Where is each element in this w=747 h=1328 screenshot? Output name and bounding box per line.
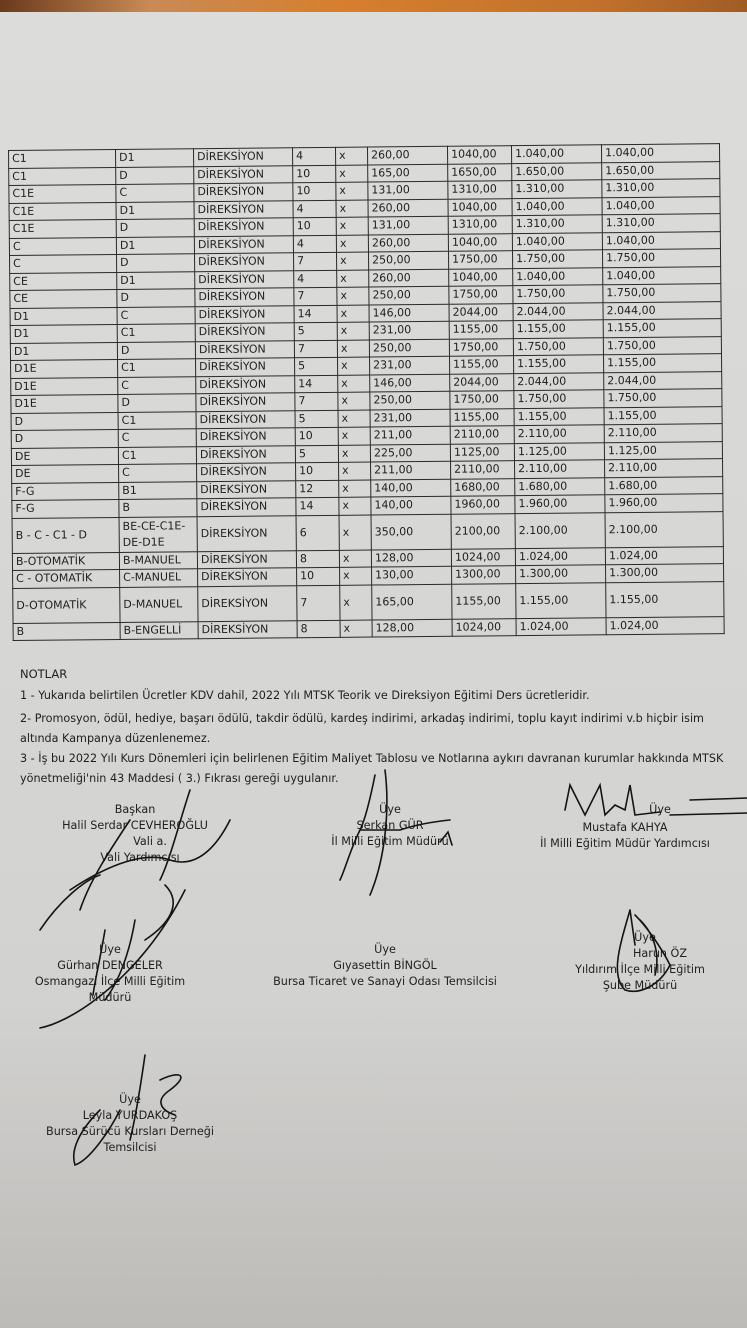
lesson-count-cell: 5 — [295, 410, 338, 428]
lesson-type-cell: DİREKSİYON — [197, 498, 296, 516]
target-class-cell: D1 — [116, 236, 194, 254]
fee-cell: 1.040,00 — [513, 267, 603, 285]
signatory-line: Şube Müdürü — [602, 979, 678, 992]
total-price-cell: 2100,00 — [451, 513, 515, 549]
lesson-count-cell: 7 — [297, 585, 340, 620]
multiply-sign-cell: x — [338, 375, 370, 393]
signatory-line: Yıldırım İlçe Milli Eğitim — [575, 963, 705, 976]
signature-gelir — [35, 880, 195, 1030]
lesson-count-cell: 10 — [297, 567, 340, 585]
unit-price-cell: 130,00 — [372, 566, 452, 584]
final-fee-cell: 2.110,00 — [604, 424, 722, 443]
from-class-cell: DE — [12, 464, 119, 483]
fee-cell: 2.044,00 — [514, 372, 604, 390]
multiply-sign-cell: x — [337, 270, 369, 288]
fee-cell: 2.110,00 — [515, 460, 605, 478]
final-fee-cell: 1.750,00 — [603, 284, 721, 303]
from-class-cell: C — [9, 237, 116, 256]
lesson-type-cell: DİREKSİYON — [198, 585, 297, 621]
from-class-cell: F-G — [12, 482, 119, 501]
final-fee-cell: 1.040,00 — [603, 266, 721, 285]
total-price-cell: 1300,00 — [452, 566, 516, 584]
total-price-cell: 1155,00 — [450, 356, 514, 374]
total-price-cell: 1310,00 — [448, 216, 512, 234]
multiply-sign-cell: x — [336, 217, 368, 235]
fee-cell: 1.960,00 — [515, 495, 605, 513]
lesson-count-cell: 14 — [296, 497, 339, 515]
signatory-role: Başkan — [114, 803, 156, 816]
unit-price-cell: 260,00 — [369, 269, 449, 287]
signatory-role: Üye — [119, 1093, 141, 1106]
from-class-cell: D1 — [10, 342, 117, 361]
fee-cell: 1.040,00 — [511, 145, 601, 163]
total-price-cell: 1040,00 — [449, 268, 513, 286]
unit-price-cell: 250,00 — [369, 286, 449, 304]
unit-price-cell: 211,00 — [371, 461, 451, 479]
unit-price-cell: 260,00 — [368, 234, 448, 252]
lesson-type-cell: DİREKSİYON — [197, 515, 296, 551]
signatory-line: Osmangazi İlçe Milli Eğitim — [34, 975, 186, 988]
target-class-cell: D1 — [116, 201, 194, 219]
target-class-cell: C — [117, 306, 195, 324]
final-fee-cell: 1.750,00 — [604, 389, 722, 408]
total-price-cell: 1750,00 — [450, 391, 514, 409]
unit-price-cell: 350,00 — [371, 514, 451, 550]
lesson-type-cell: DİREKSİYON — [196, 375, 295, 393]
unit-price-cell: 225,00 — [370, 444, 450, 462]
signatory-role: Üye — [634, 931, 656, 944]
target-class-cell: B-MANUEL — [119, 551, 197, 569]
unit-price-cell: 231,00 — [369, 321, 449, 339]
fee-cell: 2.044,00 — [513, 302, 603, 320]
total-price-cell: 2044,00 — [449, 303, 513, 321]
total-price-cell: 1750,00 — [449, 286, 513, 304]
lesson-count-cell: 12 — [296, 480, 339, 498]
multiply-sign-cell: x — [339, 515, 371, 550]
signatory-line: Temsilcisi — [103, 1141, 157, 1154]
from-class-cell: C - OTOMATİK — [13, 569, 120, 588]
lesson-count-cell: 4 — [292, 147, 335, 165]
total-price-cell: 1040,00 — [448, 233, 512, 251]
target-class-cell: C — [118, 429, 196, 447]
total-price-cell: 1680,00 — [451, 478, 515, 496]
unit-price-cell: 128,00 — [371, 549, 451, 567]
lesson-type-cell: DİREKSİYON — [194, 165, 293, 183]
from-class-cell: C1E — [9, 202, 116, 221]
from-class-cell: D — [11, 429, 118, 448]
final-fee-cell: 1.155,00 — [603, 354, 721, 373]
target-class-cell: C1 — [118, 446, 196, 464]
lesson-type-cell: DİREKSİYON — [194, 235, 293, 253]
multiply-sign-cell: x — [340, 585, 372, 620]
fee-cell: 2.110,00 — [514, 425, 604, 443]
signatory-role: Üye — [649, 803, 671, 816]
fee-cell: 1.750,00 — [513, 285, 603, 303]
total-price-cell: 1024,00 — [452, 618, 516, 636]
fee-cell: 1.650,00 — [512, 162, 602, 180]
lesson-count-cell: 14 — [294, 305, 337, 323]
multiply-sign-cell: x — [335, 147, 367, 165]
lesson-type-cell: DİREKSİYON — [197, 550, 296, 568]
fee-cell: 2.100,00 — [515, 512, 605, 548]
signatory-title: İl Milli Eğitim Müdür Yardımcısı — [540, 837, 710, 850]
total-price-cell: 1750,00 — [449, 338, 513, 356]
fee-cell: 1.750,00 — [512, 250, 602, 268]
final-fee-cell: 1.310,00 — [602, 179, 720, 198]
total-price-cell: 1155,00 — [449, 321, 513, 339]
multiply-sign-cell: x — [339, 550, 371, 568]
lesson-type-cell: DİREKSİYON — [196, 358, 295, 376]
lesson-count-cell: 14 — [295, 375, 338, 393]
signatory-role: Üye — [379, 803, 401, 816]
final-fee-cell: 2.100,00 — [605, 511, 723, 547]
fee-cell: 1.040,00 — [512, 197, 602, 215]
target-class-cell: C — [119, 464, 197, 482]
from-class-cell: B-OTOMATİK — [12, 552, 119, 571]
final-fee-cell: 1.040,00 — [602, 196, 720, 215]
target-class-cell: D — [116, 219, 194, 237]
total-price-cell: 2110,00 — [451, 461, 515, 479]
final-fee-cell: 1.155,00 — [603, 319, 721, 338]
multiply-sign-cell: x — [338, 445, 370, 463]
unit-price-cell: 140,00 — [371, 479, 451, 497]
total-price-cell: 1650,00 — [448, 163, 512, 181]
lesson-count-cell: 8 — [296, 550, 339, 568]
lesson-count-cell: 10 — [293, 182, 336, 200]
note-item: 1 - Yukarıda belirtilen Ücretler KDV dahil, 2022 Yılı MTSK Teorik ve Direksiyon Eğitimi Ders ücretleridir. — [20, 689, 590, 702]
unit-price-cell: 211,00 — [370, 426, 450, 444]
total-price-cell: 1040,00 — [448, 198, 512, 216]
fee-cell: 1.155,00 — [514, 407, 604, 425]
target-class-cell: D — [117, 341, 195, 359]
final-fee-cell: 2.044,00 — [604, 371, 722, 390]
note-item: 3 - İş bu 2022 Yılı Kurs Dönemleri için belirlenen Eğitim Maliyet Tablosu ve Notlarına aykırı davranan kurumlar hakkında MTSK yönetmeliği'nin 43 Maddesi ( 3.) Fıkrası gereği uygulanır. — [20, 752, 724, 785]
signatory-name: Gürhan DENGELER — [57, 959, 163, 972]
unit-price-cell: 250,00 — [368, 251, 448, 269]
from-class-cell: C1E — [9, 184, 116, 203]
multiply-sign-cell: x — [336, 182, 368, 200]
total-price-cell: 2110,00 — [450, 426, 514, 444]
from-class-cell: DE — [11, 447, 118, 466]
fee-cell: 1.750,00 — [514, 390, 604, 408]
multiply-sign-cell: x — [336, 200, 368, 218]
multiply-sign-cell: x — [338, 392, 370, 410]
from-class-cell: F-G — [12, 499, 119, 518]
signatory-title: Bursa Ticaret ve Sanayi Odası Temsilcisi — [273, 975, 497, 988]
from-class-cell: C1E — [9, 219, 116, 238]
target-class-cell: C-MANUEL — [120, 569, 198, 587]
fee-cell: 1.300,00 — [516, 565, 606, 583]
final-fee-cell: 1.024,00 — [605, 546, 723, 565]
total-price-cell: 1155,00 — [452, 583, 516, 619]
target-class-cell: B-ENGELLİ — [120, 621, 198, 639]
from-class-cell: C — [10, 254, 117, 273]
final-fee-cell: 1.960,00 — [605, 494, 723, 513]
fee-cell: 1.024,00 — [515, 547, 605, 565]
from-class-cell: B — [13, 622, 120, 641]
target-class-cell: D1 — [115, 149, 193, 167]
final-fee-cell: 1.750,00 — [603, 336, 721, 355]
fee-cell: 1.155,00 — [513, 320, 603, 338]
final-fee-cell: 1.310,00 — [602, 214, 720, 233]
unit-price-cell: 165,00 — [372, 584, 452, 620]
target-class-cell: BE-CE-C1E-DE-D1E — [119, 516, 197, 552]
fee-cell: 1.750,00 — [513, 337, 603, 355]
unit-price-cell: 131,00 — [368, 216, 448, 234]
from-class-cell: C1 — [9, 149, 116, 168]
final-fee-cell: 2.044,00 — [603, 301, 721, 320]
from-class-cell: D1 — [10, 307, 117, 326]
signatory-role: Üye — [99, 943, 121, 956]
target-class-cell: C1 — [118, 359, 196, 377]
unit-price-cell: 231,00 — [370, 409, 450, 427]
multiply-sign-cell: x — [337, 322, 369, 340]
lesson-type-cell: DİREKSİYON — [195, 340, 294, 358]
from-class-cell: CE — [10, 272, 117, 291]
target-class-cell: D1 — [117, 271, 195, 289]
multiply-sign-cell: x — [339, 480, 371, 498]
total-price-cell: 1310,00 — [448, 181, 512, 199]
unit-price-cell: 165,00 — [368, 164, 448, 182]
signatory-title: İl Milli Eğitim Müdürü — [331, 835, 449, 848]
total-price-cell: 1040,00 — [447, 146, 511, 164]
signatory-line: Vali Yardımcısı — [100, 851, 180, 864]
fee-cell: 1.310,00 — [512, 215, 602, 233]
total-price-cell: 1125,00 — [450, 443, 514, 461]
unit-price-cell: 131,00 — [368, 181, 448, 199]
lesson-type-cell: DİREKSİYON — [195, 305, 294, 323]
signatory-name: Leyla YURDAKOŞ — [82, 1109, 178, 1122]
unit-price-cell: 146,00 — [370, 374, 450, 392]
target-class-cell: D-MANUEL — [120, 586, 198, 622]
from-class-cell: D1 — [10, 324, 117, 343]
lesson-type-cell: DİREKSİYON — [197, 480, 296, 498]
fee-cell: 1.024,00 — [516, 617, 606, 635]
target-class-cell: D — [116, 166, 194, 184]
lesson-count-cell: 10 — [293, 217, 336, 235]
signatory-name: Gıyasettin BİNGÖL — [333, 959, 437, 972]
notes-title: NOTLAR — [20, 667, 68, 681]
final-fee-cell: 1.040,00 — [601, 144, 719, 163]
target-class-cell: C1 — [118, 411, 196, 429]
lesson-type-cell: DİREKSİYON — [196, 445, 295, 463]
target-class-cell: B1 — [119, 481, 197, 499]
signatory-bingol — [255, 942, 515, 990]
multiply-sign-cell: x — [340, 567, 372, 585]
signature-kahya — [560, 780, 747, 830]
lesson-count-cell: 7 — [295, 392, 338, 410]
final-fee-cell: 1.155,00 — [606, 581, 724, 617]
lesson-type-cell: DİREKSİYON — [197, 463, 296, 481]
total-price-cell: 1024,00 — [451, 548, 515, 566]
lesson-count-cell: 7 — [294, 287, 337, 305]
signatory-name: Halil Serdar CEVHEROĞLU — [62, 819, 208, 832]
lesson-type-cell: DİREKSİYON — [196, 393, 295, 411]
unit-price-cell: 146,00 — [369, 304, 449, 322]
target-class-cell: C1 — [117, 324, 195, 342]
final-fee-cell: 1.650,00 — [602, 161, 720, 180]
multiply-sign-cell: x — [339, 462, 371, 480]
lesson-type-cell: DİREKSİYON — [195, 288, 294, 306]
signatory-line: Bursa Sürücü Kursları Derneği — [46, 1125, 214, 1138]
signature-gur — [330, 770, 470, 900]
lesson-type-cell: DİREKSİYON — [198, 620, 297, 638]
multiply-sign-cell: x — [339, 497, 371, 515]
unit-price-cell: 231,00 — [370, 356, 450, 374]
multiply-sign-cell: x — [337, 340, 369, 358]
total-price-cell: 1750,00 — [448, 251, 512, 269]
final-fee-cell: 1.125,00 — [604, 441, 722, 460]
signatory-name: Mustafa KAHYA — [582, 821, 668, 834]
target-class-cell: C — [116, 184, 194, 202]
signature-oz — [600, 905, 680, 995]
final-fee-cell: 1.750,00 — [602, 249, 720, 268]
total-price-cell: 1155,00 — [450, 408, 514, 426]
note-item: 2- Promosyon, ödül, hediye, başarı ödülü, takdir ödülü, kardeş indirimi, arkadaş indirimi, toplu kayıt indirimi v.b hiçbir isim altında Kampanya düzenlenemez. — [20, 712, 704, 745]
lesson-count-cell: 10 — [293, 165, 336, 183]
fee-cell: 1.155,00 — [513, 355, 603, 373]
fee-cell: 1.040,00 — [512, 232, 602, 250]
multiply-sign-cell: x — [337, 305, 369, 323]
lesson-type-cell: DİREKSİYON — [194, 218, 293, 236]
multiply-sign-cell: x — [336, 165, 368, 183]
fee-table — [8, 143, 725, 641]
signatory-role: Üye — [374, 943, 396, 956]
from-class-cell: D1E — [11, 359, 118, 378]
target-class-cell: B — [119, 499, 197, 517]
lesson-count-cell: 4 — [293, 200, 336, 218]
final-fee-cell: 2.110,00 — [605, 459, 723, 478]
from-class-cell: C1 — [9, 167, 116, 186]
lesson-count-cell: 7 — [294, 340, 337, 358]
final-fee-cell: 1.040,00 — [602, 231, 720, 250]
unit-price-cell: 140,00 — [371, 496, 451, 514]
lesson-count-cell: 5 — [295, 357, 338, 375]
lesson-type-cell: DİREKSİYON — [195, 270, 294, 288]
from-class-cell: B - C - C1 - D — [12, 517, 119, 553]
lesson-count-cell: 8 — [297, 620, 340, 638]
unit-price-cell: 260,00 — [368, 199, 448, 217]
lesson-type-cell: DİREKSİYON — [193, 148, 292, 166]
lesson-count-cell: 10 — [295, 427, 338, 445]
lesson-type-cell: DİREKSİYON — [196, 428, 295, 446]
multiply-sign-cell: x — [337, 287, 369, 305]
fee-cell: 1.125,00 — [514, 442, 604, 460]
multiply-sign-cell: x — [336, 235, 368, 253]
multiply-sign-cell: x — [336, 252, 368, 270]
lesson-count-cell: 7 — [293, 252, 336, 270]
unit-price-cell: 260,00 — [367, 146, 447, 164]
multiply-sign-cell: x — [338, 357, 370, 375]
lesson-type-cell: DİREKSİYON — [195, 253, 294, 271]
lesson-type-cell: DİREKSİYON — [196, 410, 295, 428]
total-price-cell: 2044,00 — [450, 373, 514, 391]
fee-cell: 1.310,00 — [512, 180, 602, 198]
lesson-type-cell: DİREKSİYON — [194, 200, 293, 218]
lesson-count-cell: 6 — [296, 515, 339, 550]
target-class-cell: D — [118, 394, 196, 412]
signatory-line: Müdürü — [88, 991, 132, 1004]
lesson-count-cell: 5 — [295, 445, 338, 463]
unit-price-cell: 250,00 — [370, 391, 450, 409]
lesson-count-cell: 4 — [294, 270, 337, 288]
signatory-name: Harun ÖZ — [632, 947, 688, 960]
signature-yurdakos — [60, 1050, 190, 1170]
lesson-type-cell: DİREKSİYON — [194, 183, 293, 201]
lesson-type-cell: DİREKSİYON — [198, 568, 297, 586]
final-fee-cell: 1.155,00 — [604, 406, 722, 425]
final-fee-cell: 1.024,00 — [606, 616, 724, 635]
signatory-name: Serkan GÜR — [356, 819, 424, 832]
lesson-type-cell: DİREKSİYON — [195, 323, 294, 341]
lesson-count-cell: 5 — [294, 322, 337, 340]
fee-cell: 1.155,00 — [516, 582, 606, 618]
target-class-cell: D — [117, 289, 195, 307]
signatory-line: Vali a. — [133, 835, 167, 848]
unit-price-cell: 250,00 — [369, 339, 449, 357]
multiply-sign-cell: x — [338, 410, 370, 428]
from-class-cell: CE — [10, 289, 117, 308]
from-class-cell: D — [11, 412, 118, 431]
total-price-cell: 1960,00 — [451, 496, 515, 514]
lesson-count-cell: 10 — [296, 462, 339, 480]
multiply-sign-cell: x — [338, 427, 370, 445]
from-class-cell: D-OTOMATİK — [13, 587, 120, 623]
from-class-cell: D1E — [11, 394, 118, 413]
final-fee-cell: 1.300,00 — [606, 564, 724, 583]
unit-price-cell: 128,00 — [372, 619, 452, 637]
multiply-sign-cell: x — [340, 620, 372, 638]
target-class-cell: D — [117, 254, 195, 272]
final-fee-cell: 1.680,00 — [605, 476, 723, 495]
from-class-cell: D1E — [11, 377, 118, 396]
fee-cell: 1.680,00 — [515, 477, 605, 495]
target-class-cell: C — [118, 376, 196, 394]
lesson-count-cell: 4 — [293, 235, 336, 253]
